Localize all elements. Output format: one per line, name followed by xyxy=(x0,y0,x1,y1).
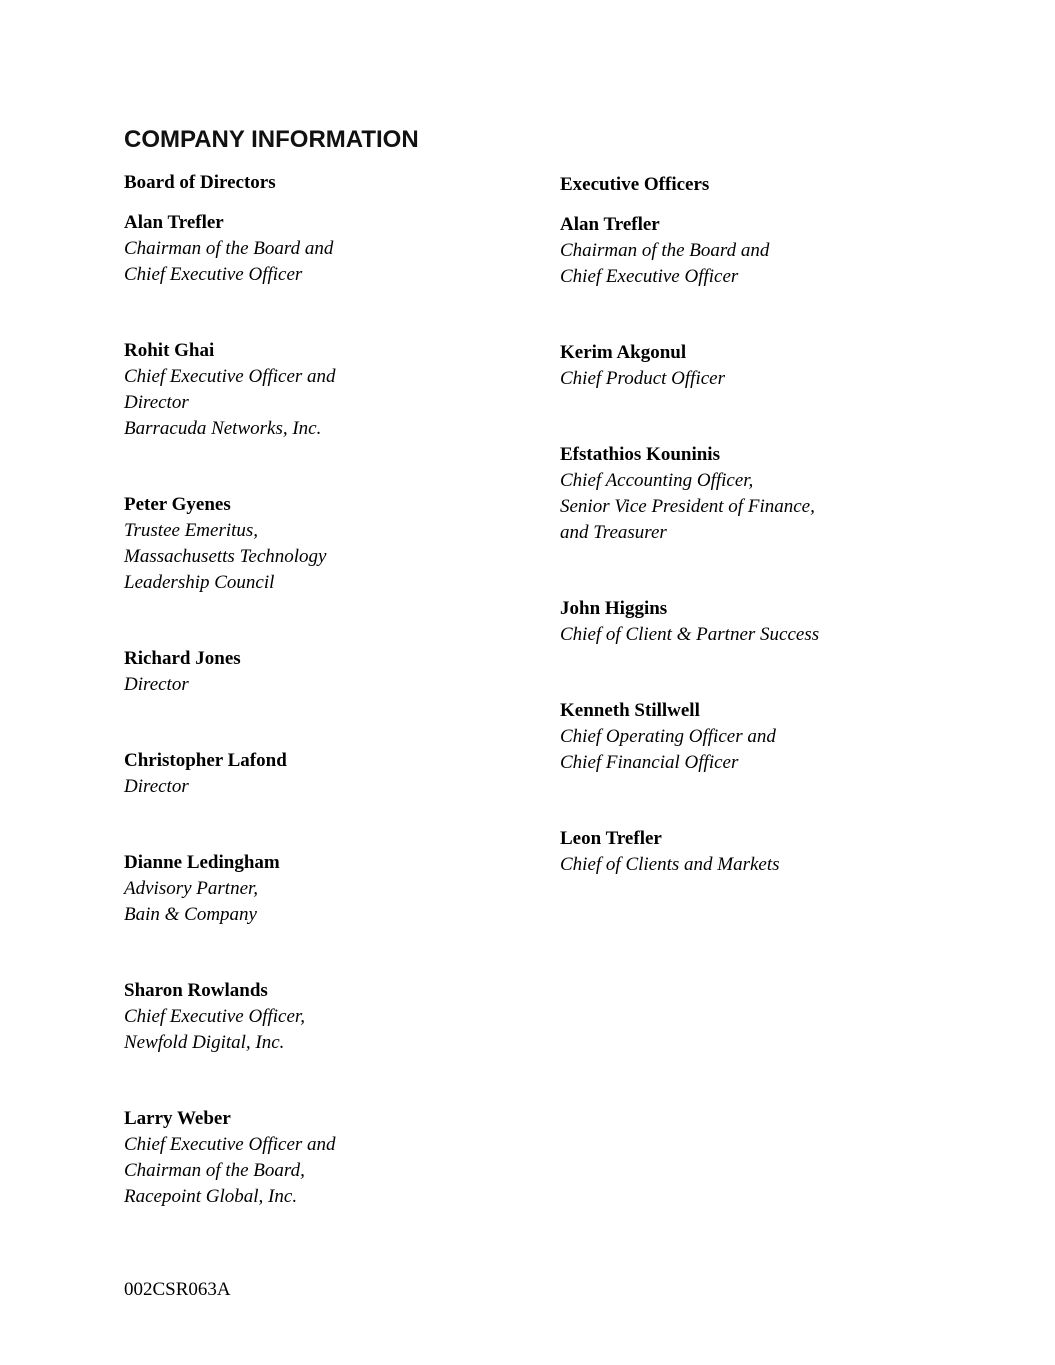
person-title-line: Barracuda Networks, Inc. xyxy=(124,418,322,439)
person-entry xyxy=(124,748,560,800)
person-titles xyxy=(560,468,995,546)
document-code: 002CSR063A xyxy=(124,1279,231,1300)
person-name: Kerim Akgonul xyxy=(560,342,687,363)
person-title-line: Chief of Client & Partner Success xyxy=(560,624,820,645)
person-entry xyxy=(124,978,560,1056)
person-title-line: Chief Product Officer xyxy=(560,368,725,389)
person-entry xyxy=(124,850,560,928)
person-name: Kenneth Stillwell xyxy=(560,700,700,721)
person-name: Efstathios Kouninis xyxy=(560,444,720,465)
person-entry xyxy=(124,210,560,288)
person-titles xyxy=(124,774,560,800)
person-title-line: Chairman of the Board, xyxy=(124,1160,305,1181)
person-titles xyxy=(124,236,560,288)
person-title-line: Chief Executive Officer and xyxy=(124,366,336,387)
person-name: Sharon Rowlands xyxy=(124,980,268,1001)
person-title-line: Senior Vice President of Finance, xyxy=(560,496,815,517)
board-of-directors-list xyxy=(124,210,560,1210)
person-titles xyxy=(560,238,995,290)
person-title-line: Massachusetts Technology xyxy=(124,546,327,567)
person-title-line: Leadership Council xyxy=(124,572,275,593)
person-title-line: Trustee Emeritus, xyxy=(124,520,259,541)
board-of-directors-heading: Board of Directors xyxy=(124,172,276,193)
executive-officers-list xyxy=(560,212,995,878)
person-titles xyxy=(560,366,995,392)
person-entry xyxy=(560,826,995,878)
person-title-line: Racepoint Global, Inc. xyxy=(124,1186,298,1207)
person-title-line: Director xyxy=(124,776,189,797)
person-name: Alan Trefler xyxy=(124,212,224,233)
person-name: Rohit Ghai xyxy=(124,340,215,361)
person-titles xyxy=(560,724,995,776)
person-title-line: Newfold Digital, Inc. xyxy=(124,1032,285,1053)
person-name: Alan Trefler xyxy=(560,214,660,235)
person-entry xyxy=(124,338,560,442)
person-title-line: Chief Executive Officer xyxy=(560,266,739,287)
person-entry xyxy=(560,698,995,776)
two-column-layout xyxy=(124,170,995,1260)
person-name: Larry Weber xyxy=(124,1108,231,1129)
person-titles xyxy=(124,1004,560,1056)
executive-officers-heading: Executive Officers xyxy=(560,174,710,195)
person-name: Christopher Lafond xyxy=(124,750,287,771)
person-title-line: Director xyxy=(124,674,189,695)
person-entry xyxy=(124,492,560,596)
person-titles xyxy=(124,364,560,442)
person-title-line: Director xyxy=(124,392,189,413)
person-title-line: Chairman of the Board and xyxy=(124,238,334,259)
person-titles xyxy=(124,672,560,698)
person-titles xyxy=(560,852,995,878)
person-name: Leon Trefler xyxy=(560,828,662,849)
person-title-line: Chief Executive Officer, xyxy=(124,1006,305,1027)
person-titles xyxy=(124,1132,560,1210)
person-entry xyxy=(560,596,995,648)
person-name: Peter Gyenes xyxy=(124,494,231,515)
person-title-line: and Treasurer xyxy=(560,522,667,543)
person-titles xyxy=(560,622,995,648)
executive-officers-column xyxy=(560,170,995,1260)
person-title-line: Advisory Partner, xyxy=(124,878,259,899)
board-of-directors-column xyxy=(124,170,560,1260)
person-title-line: Bain & Company xyxy=(124,904,257,925)
person-entry xyxy=(560,212,995,290)
person-title-line: Chief Executive Officer xyxy=(124,264,303,285)
person-titles xyxy=(124,876,560,928)
person-name: Dianne Ledingham xyxy=(124,852,280,873)
person-entry xyxy=(560,442,995,546)
person-title-line: Chief Operating Officer and xyxy=(560,726,776,747)
person-title-line: Chief of Clients and Markets xyxy=(560,854,780,875)
person-name: John Higgins xyxy=(560,598,668,619)
page-content xyxy=(124,127,995,1260)
person-entry xyxy=(560,340,995,392)
person-title-line: Chairman of the Board and xyxy=(560,240,770,261)
person-entry xyxy=(124,646,560,698)
person-titles xyxy=(124,518,560,596)
person-title-line: Chief Executive Officer and xyxy=(124,1134,336,1155)
person-title-line: Chief Accounting Officer, xyxy=(560,470,754,491)
person-title-line: Chief Financial Officer xyxy=(560,752,739,773)
person-entry xyxy=(124,1106,560,1210)
person-name: Richard Jones xyxy=(124,648,241,669)
page-title: COMPANY INFORMATION xyxy=(124,126,419,153)
